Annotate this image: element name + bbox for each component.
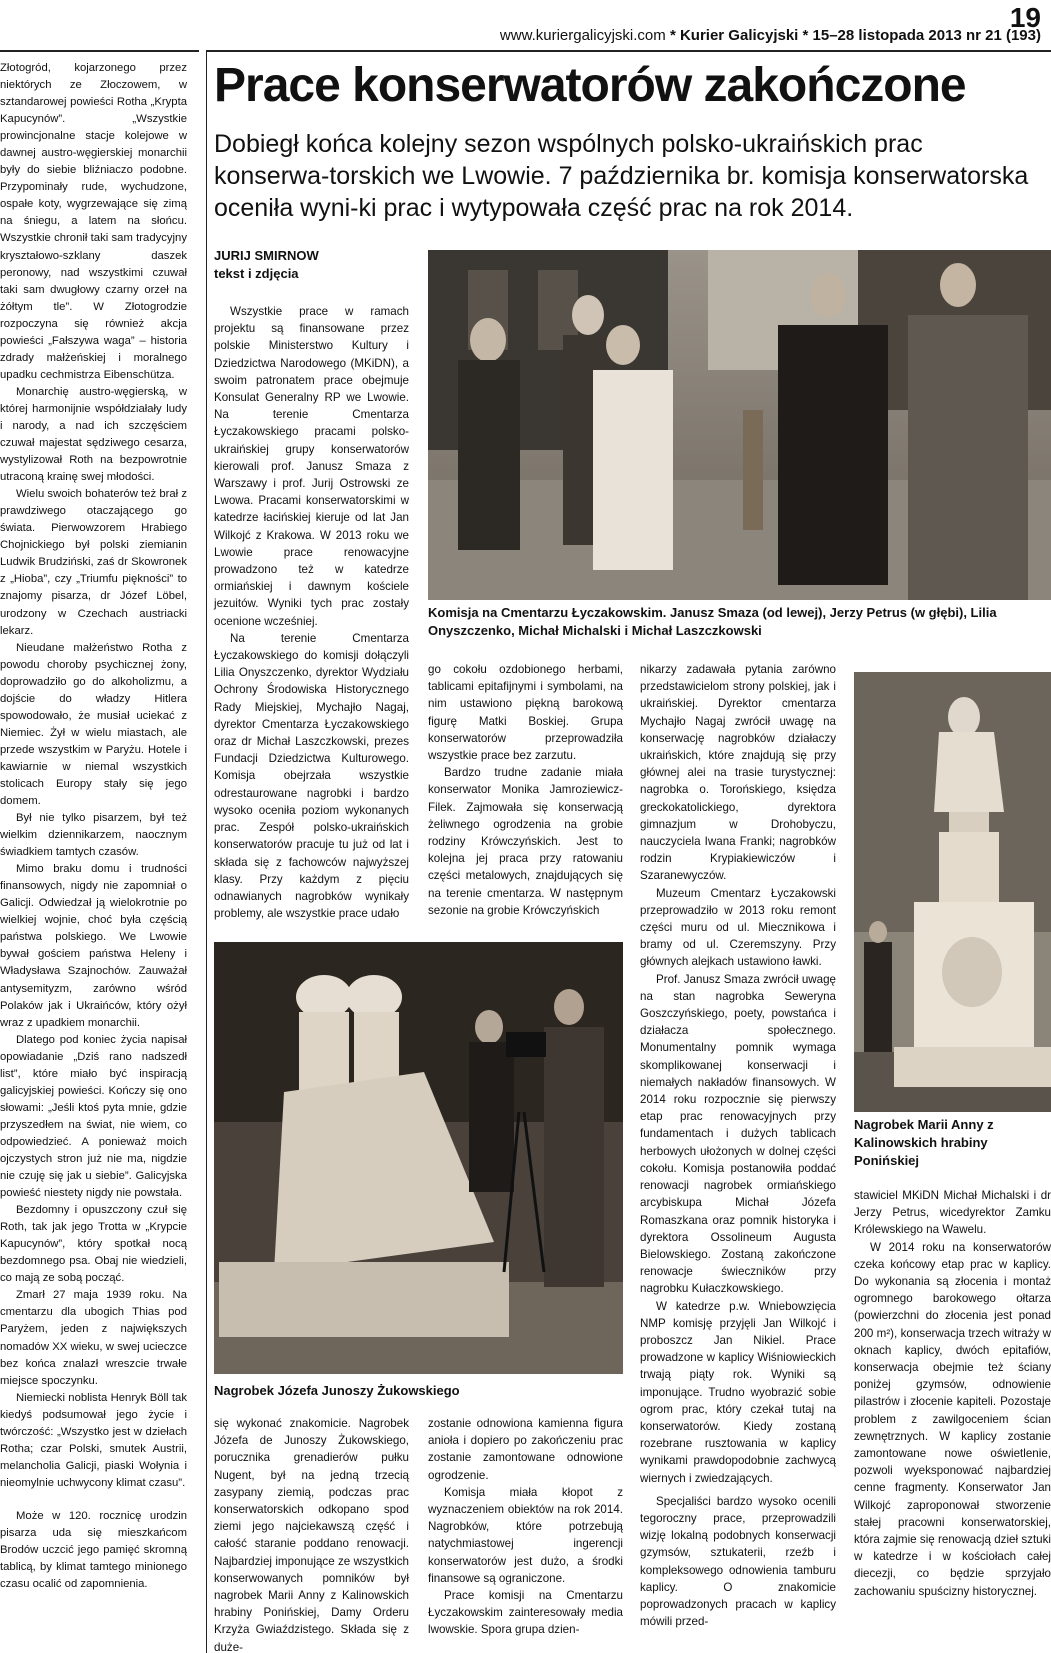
paragraph: stawiciel MKiDN Michał Michalski i dr Jerzy Petrus, wicedyrektor Zamku Królewskiego na Wawelu. xyxy=(854,1189,1051,1237)
paragraph: Dlatego pod koniec życia napisał opowiadanie „Dziś rano nadszedł list”, które miało być inspiracją galicyjskiej powieści. Kończy się ono słowami: „Jeśli ktoś pyta mnie, gdzie przyszedłem na świat, nie wiem, co odpowiedzieć. A ponieważ moich ojczystych stron już nie ma, nigdzie nie czuję się jak u siebie”. Galicyjska powieść niestety nigdy nie powstała. xyxy=(0,1033,187,1200)
column-5-text xyxy=(854,1187,1051,1600)
paragraph: Na terenie Cmentarza Łyczakowskiego do komisji dołączyli Lilia Onyszczenko, dyrektor Wydziału Ochrony Środowiska Historycznego Rady Miejskiej, Mychajło Nagaj, dyrektor Cmentarza Łyczakowskiego oraz dr Michał Laszczkowski, prezes Fundacji Dziedzictwa Kulturowego. Komisja obejrzała wszystkie odrestaurowane nagrobki i bardzo wysoko oceniła poziom wykonanych prac. Zespół polsko-ukraińskich konserwatorów pracuje tu już od lat i składa się z fachowców najwyższej klasy. Przy każdym z pięciu odnawianych nagrobków wynikały problemy, ale wszystkie prace udało xyxy=(214,631,409,921)
paragraph: się wykonać znakomicie. Nagrobek Józefa de Junoszy Żukowskiego, porucznika grenadierów pułku Nugent, był na jedną trzecią zasypany ziemią, podczas prac konserwatorskich odkopano spod ziemi jego najciekawszą część i całość staranie poddano renowacji. Najbardziej imponujące ze wszystkich konserwowanych pomników był nagrobek Marii Anny z Kalinowskich hrabiny Ponińskiej, Damy Orderu Krzyża Gwiaździstego. Składa się z duże- xyxy=(214,1417,409,1653)
photo-commission-group xyxy=(428,250,1051,600)
photo-poninska-tomb xyxy=(854,672,1051,1112)
paragraph: Zmarł 27 maja 1939 roku. Na cmentarzu dla ubogich Thias pod Paryżem, jeden z największych nomadów XX wieku, w swej ucieczce bez końca znalazł wreszcie trwałe miejsce spoczynku. xyxy=(0,1289,187,1387)
paragraph: go cokołu ozdobionego herbami, tablicami epitafijnymi i symbolami, na nim ustawiono piękną barokową figurę Matki Boskiej. Grupa konserwatorów przeprowadziła wszystkie prace bez zarzutu. xyxy=(428,663,623,763)
column-2-bottom-text xyxy=(214,1415,409,1653)
paragraph: Prace komisji na Cmentarzu Łyczakowskim zainteresowały media lwowskie. Spora grupa dzien- xyxy=(428,1589,623,1637)
paragraph: nikarzy zadawała pytania zarówno przedstawicielom strony polskiej, jak i ukraińskiej. Dyrektor cmentarza Mychajło Nagaj zwrócił uwagę na konserwację nagrobków działaczy ukraińskich, które znajdują się przy głównej alei na trasie turystycznej: nagrobka o. Torońskiego, księdza greckokatolickiego, dyrektora gimnazjum w Drohobyczu, nauczyciela Iwana Franki; nagrobków rodzin Krypiakiewiczów i Szaranewyczów. xyxy=(640,663,836,883)
paragraph: Był nie tylko pisarzem, był też wielkim dziennikarzem, naocznym świadkiem tamtych czasów. xyxy=(0,812,187,859)
article-lead: Dobiegł końca kolejny sezon wspólnych polsko-ukraińskich prac konserwa-torskich we Lwowie. 7 października br. komisja konserwatorska oceniła wyni-ki prac i wytypowała część prac na rok 2014. xyxy=(214,130,1029,222)
site-url[interactable]: www.kuriergalicyjski.com xyxy=(499,27,666,44)
photo-zukowski-caption: Nagrobek Józefa Junoszy Żukowskiego xyxy=(214,1383,460,1398)
paragraph: Niemiecki noblista Henryk Böll tak kiedyś podsumował jego życie i twórczość: „Wszystko jest w dziełach Rotha; czar Polski, smutek Austrii, melancholia Galicji, piaski Wołynia i nieomylnie uchwycony klimat czasu”. xyxy=(0,1391,187,1489)
column-2-top-text xyxy=(214,303,409,922)
photo-commission-caption: Komisja na Cmentarzu Łyczakowskim. Janusz Smaza (od lewej), Jerzy Petrus (w głębi), Lilia Onyszczenko, Michał Michalski i Michał Laszczkowski xyxy=(428,605,997,638)
paragraph: Bezdomny i opuszczony czuł się Roth, tak jak jego Trotta w „Krypcie Kapucynów”, który spotkał nocą bezdomnego psa. Obaj nie wiedzieli, co mają ze sobą począć. xyxy=(0,1204,187,1285)
paragraph: Prof. Janusz Smaza zwrócił uwagę na stan nagrobka Seweryna Goszczyńskiego, poety, powstańca i działacza społecznego. Monumentalny pomnik wymaga skomplikowanej konserwacji i niemałych nakładów finansowych. W 2014 roku rozpocznie się pierwszy etap prac renowacyjnych przy fundamentach i dużych tablicach herbowych ułożonych w dolnej części cokołu. Komisja postanowiła poddać renowacji nagrobek ormiańskiego arcybiskupa Michał Józefa Romaszkana oraz pomnik historyka i dyrektora Ossolineum Augusta Bielowskiego. Zostaną zakończone renowacje świeczników przy nagrobku Kułaczkowskiego. xyxy=(640,972,836,1296)
paragraph: Mimo braku domu i trudności finansowych, nigdy nie zapomniał o Galicji. Odwiedzał ją wielokrotnie po wielkiej wojnie, choć była częścią państwa polskiego. We Lwowie bywał gościem państwa Heleny i Władysława Szajnochów. Zauważał antysemityzm, zarówno wśród Polaków jak i Ukraińców, który ożył wraz z upadkiem monarchii. xyxy=(0,863,187,1029)
photo-zukowski-graphic xyxy=(214,942,623,1374)
column-3-top-text xyxy=(428,661,623,919)
left-column-text xyxy=(0,60,187,1593)
paragraph: W 2014 roku na konserwatorów czeka końcowy etap prac w kaplicy. Do wykonania są złocenia i montaż ogromnego barokowego ołtarza (powierzchni do złocenia jest ponad 200 m²), konserwacja trzech witraży w oknach kaplicy, dwóch epitafiów, konserwacja obejmie też ściany poniżej gzymsów, odnowienie pilastrów i złocenie kapiteli. Pozostaje problem z zawilgoceniem ścian zewnętrznych. W kaplicy zostanie zamontowane nowe oświetlenie, pozwoli wyeksponować najbardziej cenne fragmenty. Konserwator Jan Wilkojć zaproponował stworzenie stałej pracowni konserwatorskiej, która zajmie się renowacją dzieł sztuki w katedrze i w kościołach całej diecezji, co będzie sprzyjało zachowaniu spuścizny historycznej. xyxy=(854,1240,1051,1598)
byline-credit: tekst i zdjęcia xyxy=(214,266,299,281)
photo-poninska-graphic xyxy=(854,672,1051,1112)
paragraph: Wszystkie prace w ramach projektu są finansowane przez polskie Ministerstwo Kultury i Dziedzictwa Narodowego (MKiDN), a swoim patronatem prace obejmuje Konsulat Generalny RP we Lwowie. Na terenie Cmentarza Łyczakowskiego pracami polsko-ukraińskiej grupy konserwatorów kierowali prof. Janusz Smaza z Warszawy i prof. Jurij Ostrowski ze Lwowa. Pracami konserwatorskimi w katedrze łacińskiej kieruje od lat Jan Wilkojć z Krakowa. W 2013 roku we Lwowie prace renowacyjne prowadzono też w katedrze ormiańskiej i dawnym kościele jezuitów. Wyniki tych prac zostały ocenione wcześniej. xyxy=(214,305,409,628)
left-column-rule xyxy=(0,50,199,52)
paragraph: Wielu swoich bohaterów też brał z prawdziwego otaczającego go świata. Pierwowzorem Hrabiego Chojnickiego był polski ziemianin Ludwik Brudziński, zaś dr Skowronek z „Hioba”, czy „Triumfu piękności” to znajomy pisarza, dr Józef Löbel, urodzony w Czechach austriacki lekarz. xyxy=(0,488,187,637)
paragraph: Muzeum Cmentarz Łyczakowski przeprowadziło w 2013 roku remont części muru od ul. Miecznikowa i bramy od ul. Czeremszyny. Przy głównych alejkach ustawiono ławki. xyxy=(640,886,836,969)
paragraph: W katedrze p.w. Wniebowzięcia NMP komisję przyjęli Jan Wilkojć i proboszcz Jan Nikiel. Prace prowadzone w kaplicy Wiśniowieckich trwają piąty rok. Wyniki są imponujące. Trudno wyobrazić sobie ogrom prac, który czekał tutaj na konserwatorów. Kiedy zostaną rozebrane rusztowania w kaplicy wynikami prawdopodobnie zachwycą wiernych i zwiedzających. xyxy=(640,1299,836,1485)
masthead-line xyxy=(500,27,1041,44)
paragraph: Monarchię austro-węgierską, w której harmonijnie współdziałały ludy i narody, a nad ich szczęściem czuwał majestat sędziwego cesarza, wystylizował Roth na bezpowrotnie utraconą krainę swej młodości. xyxy=(0,385,187,484)
paragraph: Specjaliści bardzo wysoko ocenili tegoroczny prace, przeprowadzili wizję lokalną podobnych konserwacji gzymsów, sztukaterii, rzeźb i kompleksowego odnowienia tamburu kaplicy. O znakomicie poprowadzonych pracach w kaplicy mówili przed- xyxy=(640,1494,836,1629)
paragraph: Złotogród, kojarzonego przez niektórych ze Złoczowem, w sztandarowej powieści Rotha „Krypta Kapucynów”. „Wszystkie prowincjonalne stacje kolejowe w dawnej austro-węgierskiej monarchii były do siebie bliźniaczo podobne. Przypominały rude, wychudzone, ospałe koty, wygrzewające się zimą na śniegu, a latem na słońcu. Wszystkie chronił taki sam tradycyjny kryształowo-szklany daszek peronowy, nad wszystkimi czuwał taki sam dwugłowy czarny orzeł na żółtym tle”. W Złotogrodzie rozpoczyna się również akcja powieści „Fałszywa waga” – historia zdrady małżeńskiej i moralnego upadku cechmistrza Eibenschütza. xyxy=(0,62,187,381)
photo-commission-graphic xyxy=(428,250,1051,600)
paragraph: Nieudane małżeństwo Rotha z powodu choroby psychicznej żony, doprowadziło go do alkoholizmu, a dojście do władzy Hitlera spowodowało, że musiał uciekać z Niemiec. Żył w wielu miastach, ale przede wszystkim w Paryżu. Hotele i kawiarnie w niemal wszystkich stolicach Europy stały się jego domem. xyxy=(0,641,187,808)
page-number: 19 xyxy=(1009,2,1041,33)
paragraph: Komisja miała kłopot z wyznaczeniem obiektów na rok 2014. Nagrobków, które potrzebują natychmiastowej ingerencji konserwatorów jest dużo, a środki finansowe są ograniczone. xyxy=(428,1485,623,1585)
article-rule xyxy=(206,50,1051,52)
column-4-text xyxy=(640,661,836,1630)
byline xyxy=(214,247,319,283)
article-headline: Prace konserwatorów zakończone xyxy=(214,59,966,112)
photo-zukowski-tomb xyxy=(214,942,623,1374)
paragraph: Bardzo trudne zadanie miała konserwator Monika Jamroziewicz-Filek. Zajmowała się konserwacją żeliwnego ogrodzenia na grobie rodziny Krówczyńskich. Jest to kolejna jej praca przy ratowaniu części metalowych, znajdujących się na terenie cmentarza. W następnym sezonie na grobie Krówczyńskich xyxy=(428,766,623,917)
byline-author: JURIJ SMIRNOW xyxy=(214,248,319,263)
paragraph: zostanie odnowiona kamienna figura anioła i dopiero po zakończeniu prac zostanie zamontowane odnowione ogrodzenie. xyxy=(428,1417,623,1482)
photo-poninska-caption: Nagrobek Marii Anny z Kalinowskich hrabiny Ponińskiej xyxy=(854,1117,994,1168)
column-3-bottom-text xyxy=(428,1415,623,1639)
column-divider xyxy=(206,50,207,1653)
publication-info: * Kurier Galicyjski * 15–28 listopada 2013 nr 21 (193) xyxy=(669,27,1041,44)
paragraph: Może w 120. rocznicę urodzin pisarza uda się mieszkańcom Brodów uczcić jego pamięć skromną tablicą, by klimat tamtego minionego czasu ocalić od zapomnienia. xyxy=(0,1509,187,1591)
